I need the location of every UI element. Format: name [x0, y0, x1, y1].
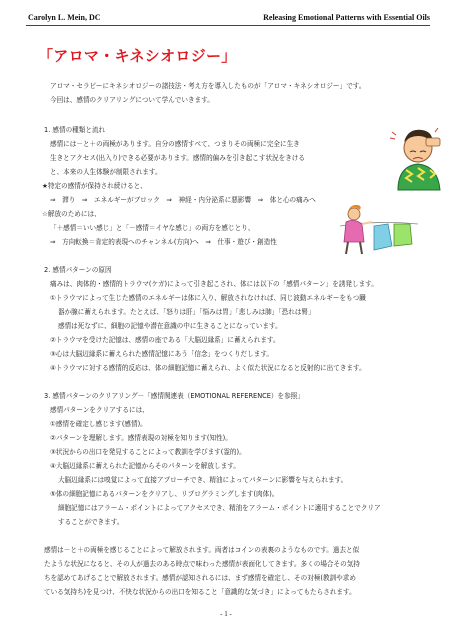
paragraph-line: 感情には－と＋の両極があります。自分の感情すべて、つまりその両極に完全に生き [50, 140, 300, 148]
list-item-cont: 感情は死なずに、細胞の記憶や潜在意識の中に生きることになっています。 [58, 322, 282, 330]
flow-line: ⇒ 方向転換＝肯定的表現へのチャンネル(方向)へ ⇒ 仕事・遊び・創造性 [50, 238, 277, 246]
page-title: 「アロマ・キネシオロジー」 [38, 47, 237, 65]
list-item: ①トラウマによって生じた感情のエネルギーは体に入り、解放されなければ、同じ波動エネルギーをもつ臓 [50, 294, 366, 302]
list-item: ③心は大脳辺縁系に蓄えられた感情記憶にあう「信念」をつくりだします。 [50, 350, 273, 358]
header-divider [26, 25, 430, 26]
list-item-cont: 器か腺に蓄えられます。たとえば、「怒りは肝」「悩みは胃」「悲しみは肺」「恐れは腎」 [58, 308, 315, 316]
bullet-line: ★特定の感情が保持され続けると、 [42, 182, 147, 190]
list-item: ②パターンを理解します。感情表現の対極を知ります(知性)。 [50, 434, 232, 442]
intro-line-2: 今回は、感情のクリアリングについて学んでいきます。 [50, 96, 214, 104]
list-item-cont: 大脳辺縁系には嗅覚によって直接アプローチでき、精油によってパターンに影響を与えられます。 [58, 476, 348, 484]
closing-paragraph-line: ちを認めてあげることで解放されます。感情が認知されるには、まず感情を確定し、その対極(教訓や求め [44, 574, 356, 582]
bullet-line: ☆解放のためには、 [42, 210, 101, 218]
closing-paragraph-line: ている気持ち)を見つけ、不快な状況からの出口を知ること「意識的な気づき」によってもたらされます。 [44, 588, 356, 596]
paragraph-line: 「＋感情＝いい感じ」と「－感情＝イヤな感じ」の両方を感じとり、 [50, 224, 255, 232]
paragraph-line: と、本来の人生体験が制限されます。 [50, 168, 162, 176]
section-3-heading: 3. 感情パターンのクリアリング－「感情関連表（EMOTIONAL REFERENCE）を参照」 [44, 392, 304, 400]
list-item: ④トラウマに対する感情的反応は、体の細胞記憶に蓄えられ、よく似た状況になると反射的に出てきます。 [50, 364, 366, 372]
header-author: Carolyn L. Mein, DC [28, 13, 101, 22]
header-book-title: Releasing Emotional Patterns with Essential Oils [263, 13, 430, 22]
paragraph-line: 痛みは、肉体的・感情的トラウマ(ケガ)によって引き起こされ、体には以下の「感情パターン」を誘発します。 [50, 280, 378, 288]
list-item: ③状況からの出口を発見することによって教訓を学びます(霊的)。 [50, 448, 246, 456]
paragraph-line: 感情パターンをクリアするには、 [50, 406, 149, 414]
list-item: ②トラウマを受けた記憶は、感情の座である「大脳辺縁系」に蓄えられます。 [50, 336, 280, 344]
list-item-cont: することができます。 [58, 518, 124, 526]
closing-paragraph-line: 感情は－と＋の両極を感じることによって解放されます。両者はコインの表裏のようなものです。過去と似 [44, 546, 360, 554]
list-item: ⑤体の細胞記憶にあるパターンをクリアし、リプログラミングします(肉体)。 [50, 490, 279, 498]
paragraph-line: 生きとアクセス(出入り)できる必要があります。感情的偏みを引き起こす状況をきける [50, 154, 305, 162]
intro-line-1: アロマ・セラピーにキネシオロジーの諸技法・考え方を導入したものが「アロマ・キネシオロジー」です。 [50, 82, 366, 90]
flow-line: ⇒ 滞り ⇒ エネルギーがブロック ⇒ 神経・内分泌系に悪影響 ⇒ 体と心の痛みへ [50, 196, 316, 204]
laundry-woman-illustration [338, 202, 420, 258]
page-number: - 1 - [220, 610, 232, 618]
section-1-heading: 1. 感情の種類と流れ [44, 126, 106, 134]
list-item-cont: 細胞記憶にはアラーム・ポイントによってアクセスでき、精油をアラーム・ポイントに適用することでクリア [58, 504, 381, 512]
headache-person-illustration [388, 124, 448, 192]
closing-paragraph-line: たような状況になると、その人が過去のある時点で味わった感情が表面化してきます。多くの場合その気持 [44, 560, 360, 568]
list-item: ①感情を確定し感じます(感情)。 [50, 420, 147, 428]
list-item: ④大脳辺縁系に蓄えられた記憶からそのパターンを解放します。 [50, 462, 240, 470]
section-2-heading: 2. 感情パターンの原因 [44, 266, 112, 274]
